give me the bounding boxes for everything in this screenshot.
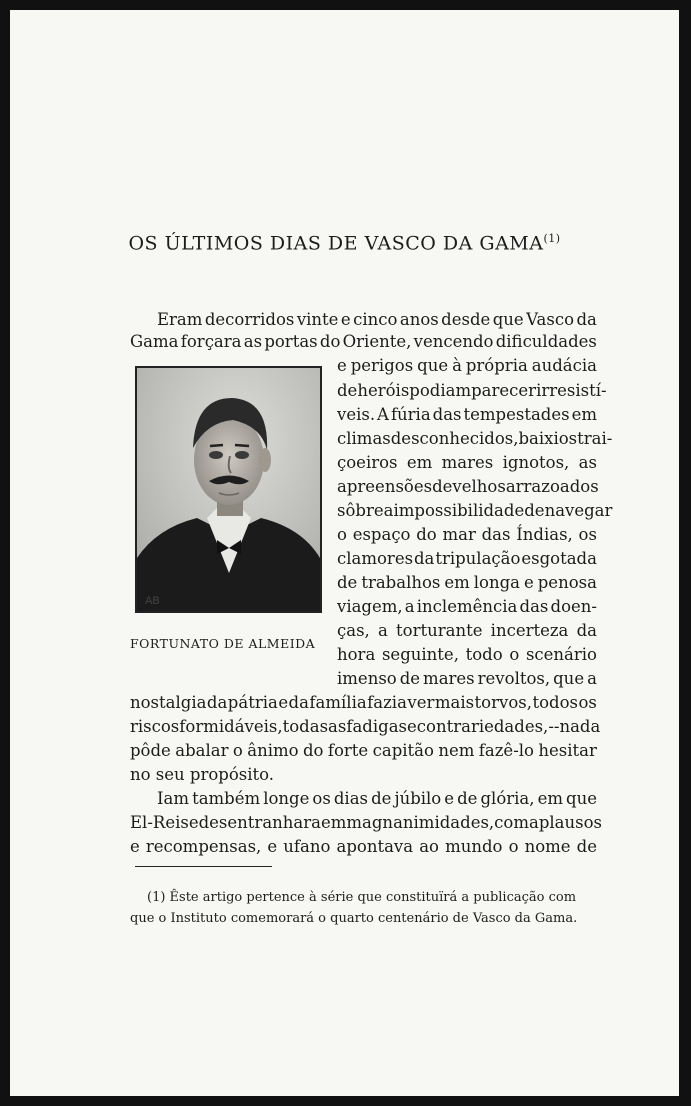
body-line: pôde abalar o ânimo do forte capitão nem fazê-lo hesitar — [130, 741, 597, 760]
body-line: climas desconhecidos, baixios trai- — [337, 429, 613, 448]
article-title-text: OS ÚLTIMOS DIAS DE VASCO DA GAMA — [128, 232, 544, 255]
body-line: e perigos que à própria audácia — [337, 356, 597, 375]
body-line: clamores da tripulação esgotada — [337, 549, 597, 568]
body-line: veis. A fúria das tempestades em — [337, 405, 597, 424]
footnote-line: que o Instituto comemorará o quarto centenário de Vasco da Gama. — [130, 911, 578, 926]
body-line: hora seguinte, todo o scenário — [337, 645, 597, 664]
body-line: o espaço do mar das Índias, os — [337, 525, 597, 544]
body-line: imenso de mares revoltos, que a — [337, 669, 597, 688]
body-line: no seu propósito. — [130, 765, 275, 784]
portrait-photo — [135, 366, 322, 613]
body-line: çoeiros em mares ignotos, as — [337, 453, 597, 472]
body-line: El-Rei se desentranhara em magnanimidades, com aplausos — [130, 813, 603, 832]
article-title — [10, 232, 679, 254]
footnote-divider — [135, 866, 272, 867]
body-line: Gama forçara as portas do Oriente, vencendo dificuldades — [130, 332, 597, 351]
body-line: riscos formidáveis, todas as fadigas e contrariedades, -- nada — [130, 717, 601, 736]
body-line: Eram decorridos vinte e cinco anos desde que Vasco da — [157, 310, 597, 329]
body-line: e recompensas, e ufano apontava ao mundo o nome de — [130, 837, 597, 856]
body-line: viagem, a inclemência das doen- — [337, 597, 597, 616]
body-line: sôbre a impossibilidade de navegar — [337, 501, 613, 520]
portrait-illustration — [137, 368, 320, 611]
document-page — [10, 10, 679, 1096]
portrait-monogram: AB — [145, 595, 160, 607]
body-line: Iam também longe os dias de júbilo e de glória, em que — [157, 789, 597, 808]
body-line: de heróis podiam parecer irresistí- — [337, 381, 607, 400]
portrait-caption: FORTUNATO DE ALMEIDA — [130, 636, 316, 651]
footnote-line: (1) Êste artigo pertence à série que constituïrá a publicação com — [147, 890, 577, 905]
body-line: nostalgia da pátria e da família fazia ver mais torvos, todos os — [130, 693, 597, 712]
body-line: ças, a torturante incerteza da — [337, 621, 597, 640]
body-line: apreensões de velhos arrazoados — [337, 477, 599, 496]
title-footnote-mark: (1) — [543, 232, 561, 245]
body-line: de trabalhos em longa e penosa — [337, 573, 597, 592]
